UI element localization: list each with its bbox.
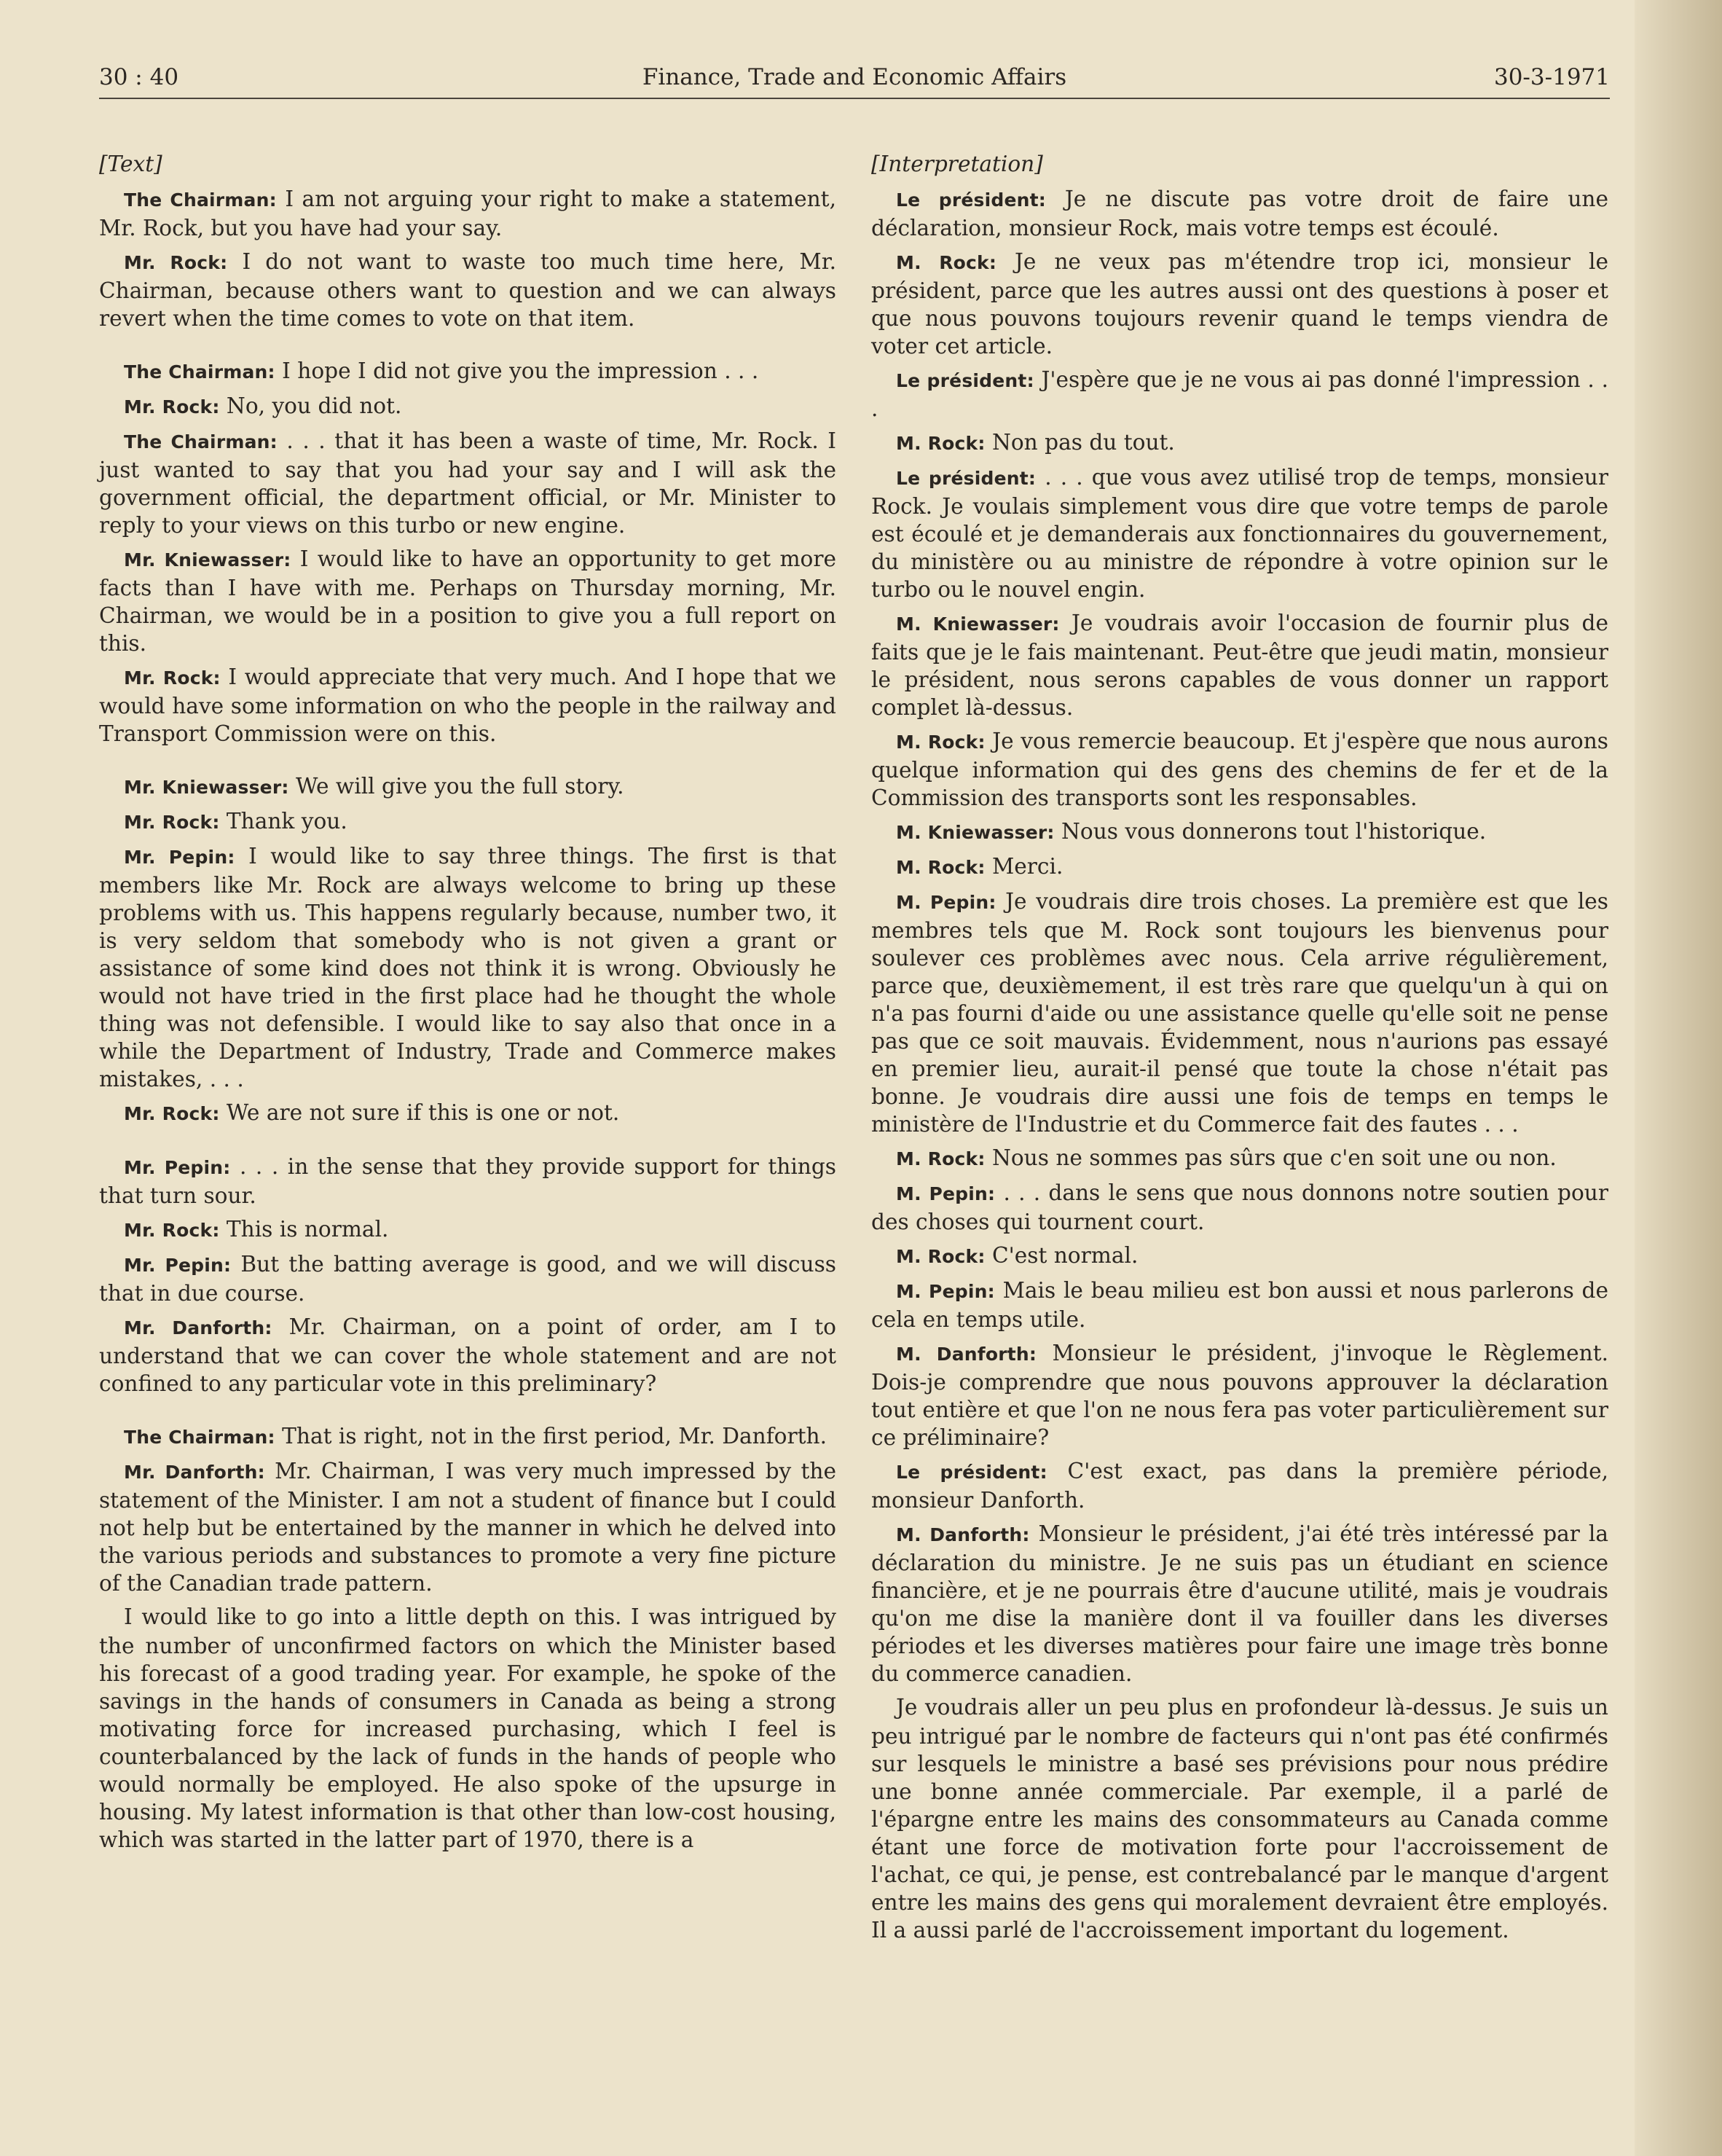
english-column (99, 150, 836, 1859)
speech-text: I hope I did not give you the impression . . . (275, 358, 759, 383)
paragraph (871, 1277, 1608, 1333)
paragraph (871, 185, 1608, 242)
section-label: [Text] (99, 152, 162, 176)
paragraph (871, 1339, 1608, 1451)
paragraph (871, 463, 1608, 603)
speech-text: Je ne discute pas votre droit de faire une déclaration, monsieur Rock, mais votre temps est écoulé. (871, 187, 1608, 240)
speaker-name: M. Rock: (896, 252, 997, 273)
paragraph (871, 609, 1608, 721)
speaker-name: Mr. Danforth: (124, 1462, 265, 1483)
speech-text: I would like to have an opportunity to get more facts than I have with me. Perhaps on Thursday morning, Mr. Chairman, we would be in a position to give you a full report on this. (99, 546, 836, 656)
section-label: [Interpretation] (871, 152, 1043, 176)
paragraph (871, 852, 1608, 882)
speech-text: C'est exact, pas dans la première période, monsieur Danforth. (871, 1459, 1608, 1513)
speech-text: I would like to go into a little depth on this. I was intrigued by the number of unconfirmed factors on which the Minister based his forecast of a good trading year. For example, he spoke of the savings in the hands of consumers in Canada as being a strong motivating force for increased purchasing, which I feel is counterbalanced by the lack of funds in the hands of people who would normally be employed. He also spoke of the upsurge in housing. My latest information is that other than low-cost housing, which was started in the latter part of 1970, there is a (99, 1604, 836, 1852)
speech-text: . . . in the sense that they provide support for things that turn sour. (99, 1154, 836, 1208)
speaker-name: M. Pepin: (896, 1183, 996, 1204)
speech-text: J'espère que je ne vous ai pas donné l'impression . . . (871, 367, 1608, 421)
speech-text: Je voudrais aller un peu plus en profondeur là-dessus. Je suis un peu intrigué par le nombre de facteurs qui n'ont pas été confirmés sur lesquels le ministre a basé ses prévisions pour nous prédire une bonne année commerciale. Par exemple, il a parlé de l'épargne entre les mains des consommateurs au Canada comme étant une force de motivation forte pour l'accroissement de l'achat, ce qui, je pense, est contrebalancé par le manque d'argent entre les mains des gens qui moralement devraient être employés. Il a aussi parlé de l'accroissement important du logement. (871, 1695, 1608, 1943)
paragraph (99, 248, 836, 332)
speaker-name: M. Rock: (896, 1246, 986, 1267)
speech-text: Je vous remercie beaucoup. Et j'espère que nous aurons quelque information qui des gens des chemins de fer et de la Commission des transports sont les responsables. (871, 729, 1608, 810)
paragraph (871, 1242, 1608, 1271)
speech-text: We will give you the full story. (288, 774, 624, 799)
speaker-name: M. Rock: (896, 433, 986, 454)
speaker-name: M. Rock: (896, 1148, 986, 1169)
speech-text: Mr. Chairman, on a point of order, am I to understand that we can cover the whole statement and are not confined to any particular vote in this preliminary? (99, 1314, 836, 1396)
paragraph (99, 392, 836, 421)
page-number: 30 : 40 (99, 64, 179, 90)
speaker-name: Le président: (896, 1462, 1047, 1483)
paragraph (99, 807, 836, 836)
paragraph (99, 1457, 836, 1597)
paragraph (99, 1422, 836, 1451)
speech-text: Je voudrais avoir l'occasion de fournir plus de faits que je le fais maintenant. Peut-être que jeudi matin, monsieur le président, nous serons capables de vous donner un rapport complet là-dessus. (871, 611, 1608, 720)
speaker-name: Mr. Rock: (124, 667, 221, 689)
speech-text: I would appreciate that very much. And I hope that we would have some information on who the people in the railway and Transport Commission were on this. (99, 665, 837, 746)
speech-text: . . . que vous avez utilisé trop de temps, monsieur Rock. Je voulais simplement vous dire que votre temps de parole est écoulé et je demanderais aux fonctionnaires du gouvernement, du ministère ou au ministre de répondre à votre opinion sur le turbo ou le nouvel engin. (871, 465, 1608, 602)
speaker-name: M. Danforth: (896, 1344, 1037, 1365)
speech-text: Je voudrais dire trois choses. La première est que les membres tels que M. Rock sont toujours les bienvenus pour soulever ces problèmes avec nous. Cela arrive régulièrement, parce que, deuxièmement, il est très rare que quelqu'un à qui on n'a pas fourni d'aide ou une assistance quelle qu'elle soit ne pense pas que ce soit mauvais. Évidemment, nous n'aurions pas essayé en premier lieu, aurait-il pensé que toute la chose n'était pas bonne. Je voudrais dire aussi une fois de temps en temps le ministère de l'Industrie et du Commerce fait des fautes . . . (871, 889, 1608, 1137)
speaker-name: Le président: (896, 189, 1046, 211)
speaker-name: Mr. Danforth: (124, 1317, 272, 1338)
speaker-name: M. Kniewasser: (896, 822, 1055, 843)
speech-text: Nous ne sommes pas sûrs que c'en soit une ou non. (985, 1145, 1557, 1170)
speech-text: I do not want to waste too much time here, Mr. Chairman, because others want to question and we can always revert when the time comes to vote on that item. (99, 249, 837, 331)
paragraph (99, 545, 836, 657)
paragraph (871, 428, 1608, 458)
speech-text: Nous vous donnerons tout l'historique. (1054, 819, 1487, 844)
speech-text: I am not arguing your right to make a statement, Mr. Rock, but you have had your say. (99, 187, 836, 240)
speech-text: C'est normal. (985, 1243, 1139, 1268)
speaker-name: M. Kniewasser: (896, 614, 1060, 635)
paragraph (871, 1520, 1608, 1687)
running-title: Finance, Trade and Economic Affairs (642, 64, 1067, 90)
speech-text: We are not sure if this is one or not. (219, 1100, 620, 1125)
paragraph (871, 1457, 1608, 1514)
speech-text: This is normal. (219, 1217, 389, 1242)
speaker-name: M. Pepin: (896, 892, 996, 913)
paragraph (99, 1603, 836, 1854)
paragraph (871, 818, 1608, 847)
speech-text: Monsieur le président, j'invoque le Règlement. Dois-je comprendre que nous pouvons approuver la déclaration tout entière et que l'on ne nous fera pas voter particulièrement sur ce préliminaire? (871, 1341, 1609, 1450)
paragraph (99, 427, 836, 539)
paragraph (99, 842, 836, 1093)
speaker-name: Mr. Pepin: (124, 1157, 231, 1178)
speaker-name: Le président: (896, 468, 1037, 489)
paragraph (99, 1153, 836, 1210)
speaker-name: The Chairman: (124, 361, 275, 383)
speech-text: I would like to say three things. The first is that members like Mr. Rock are always welcome to bring up these problems with us. This happens regularly because, number two, it is very seldom that somebody who is not given a grant or assistance of some kind does not think it is wrong. Obviously he would not have tried in the first place had he thought the whole thing was not defensible. I would like to say also that once in a while the Department of Industry, Trade and Commerce makes mistakes, . . . (99, 844, 836, 1091)
speech-text: Monsieur le président, j'ai été très intéressé par la déclaration du ministre. Je ne suis pas un étudiant en science financière, et je ne pourrais être d'aucune utilité, mais je voudrais qu'on me dise la manière dont il va fouiller dans les diverses périodes et les diverses matières pour faire une image très bonne du commerce canadien. (871, 1521, 1608, 1686)
paragraph (871, 1693, 1608, 1944)
paragraph (99, 185, 836, 242)
paragraph (99, 1313, 836, 1398)
speaker-name: Mr. Pepin: (124, 1255, 232, 1276)
header-rule (99, 98, 1610, 99)
speech-text: That is right, not in the first period, Mr. Danforth. (275, 1424, 827, 1449)
paragraph (871, 248, 1608, 360)
speech-text: Je ne veux pas m'étendre trop ici, monsieur le président, parce que les autres aussi ont des questions à poser et que nous pouvons toujours revenir quand le temps viendra de voter cet article. (871, 249, 1608, 358)
french-column (871, 150, 1608, 1950)
speaker-name: Mr. Rock: (124, 252, 228, 273)
speaker-name: Mr. Rock: (124, 396, 220, 418)
speaker-name: Mr. Rock: (124, 1220, 220, 1241)
speaker-name: The Chairman: (124, 189, 277, 211)
page-date: 30-3-1971 (1493, 64, 1610, 90)
speaker-name: M. Rock: (896, 857, 986, 878)
page-header (99, 64, 1610, 98)
speech-text: Merci. (985, 854, 1064, 879)
speech-text: Non pas du tout. (985, 430, 1175, 455)
speaker-name: M. Rock: (896, 732, 986, 753)
speaker-name: The Chairman: (124, 1427, 275, 1448)
speaker-name: Mr. Kniewasser: (124, 549, 291, 571)
paragraph (99, 357, 836, 386)
paragraph (99, 1250, 836, 1307)
paragraph (871, 727, 1608, 812)
speaker-name: The Chairman: (124, 431, 278, 452)
binding-gutter (1635, 0, 1722, 2156)
paragraph (99, 663, 836, 748)
speech-text: . . . dans le sens que nous donnons notre soutien pour des choses qui tournent court. (871, 1180, 1608, 1234)
paragraph (99, 772, 836, 801)
speaker-name: Mr. Pepin: (124, 847, 235, 868)
paragraph (871, 887, 1608, 1138)
speech-text: Mr. Chairman, I was very much impressed by the statement of the Minister. I am not a student of finance but I could not help but be entertained by the manner in which he delved into the various periods and substances to promote a very fine picture of the Canadian trade pattern. (99, 1459, 836, 1596)
speaker-name: Mr. Kniewasser: (124, 777, 289, 798)
paragraph (871, 1179, 1608, 1236)
speaker-name: Le président: (896, 370, 1034, 391)
speech-text: But the batting average is good, and we will discuss that in due course. (99, 1252, 836, 1306)
speech-text: Thank you. (219, 809, 347, 834)
speaker-name: Mr. Rock: (124, 1103, 220, 1124)
paragraph (871, 366, 1608, 423)
speech-text: Mais le beau milieu est bon aussi et nous parlerons de cela en temps utile. (871, 1278, 1609, 1332)
speaker-name: M. Danforth: (896, 1524, 1030, 1545)
speech-text: No, you did not. (219, 393, 402, 418)
paragraph (99, 1099, 836, 1128)
paragraph (99, 1215, 836, 1244)
speaker-name: M. Pepin: (896, 1281, 995, 1302)
speaker-name: Mr. Rock: (124, 812, 220, 833)
speech-text: . . . that it has been a waste of time, Mr. Rock. I just wanted to say that you had your say and I will ask the government official, the department official, or Mr. Minister to reply to your views on this turbo or new engine. (99, 428, 836, 538)
paragraph (871, 1144, 1608, 1173)
